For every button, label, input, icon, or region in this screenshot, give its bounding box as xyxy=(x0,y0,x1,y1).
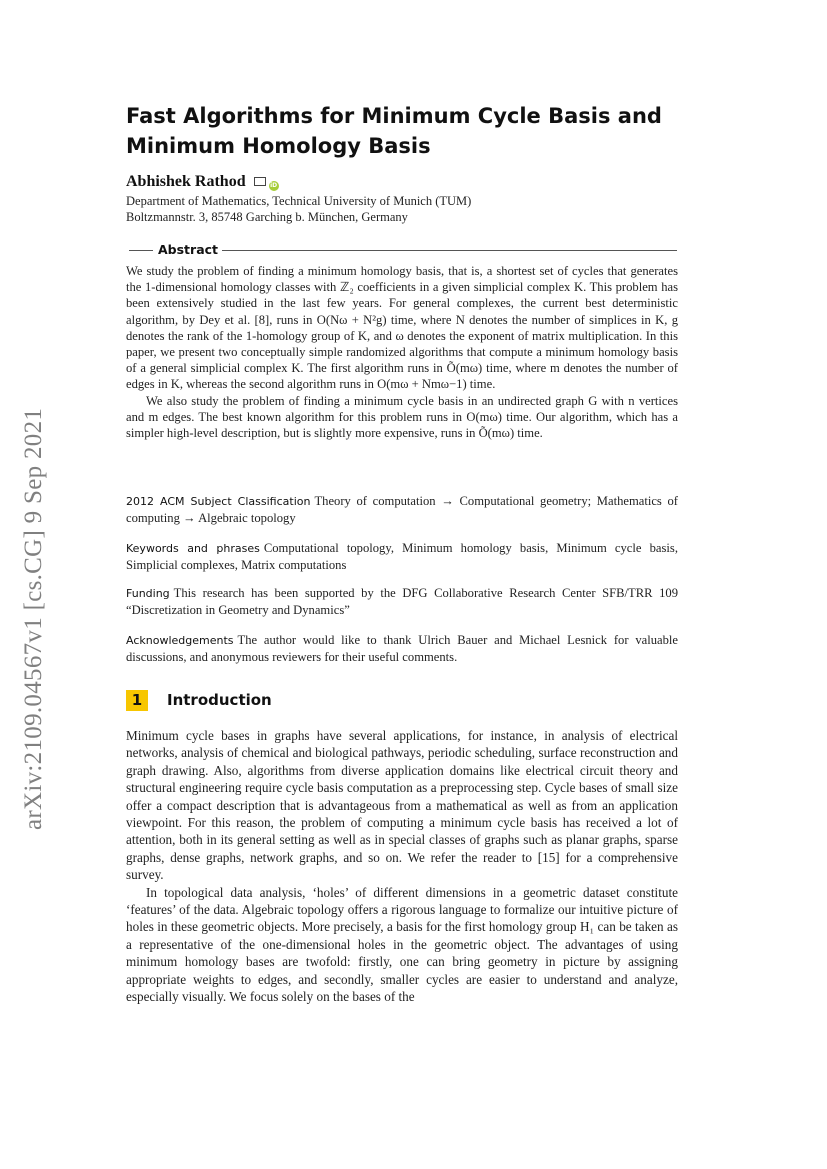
funding-text: This research has been supported by the DFG Collaborative Research Center SFB/TRR 109 “Discretization in Geometry and Dynamics” xyxy=(126,586,678,618)
funding-label: Funding xyxy=(126,587,170,600)
acm-label: 2012 ACM Subject Classification xyxy=(126,495,311,508)
intro-paragraph-1: Minimum cycle bases in graphs have several applications, for instance, in analysis of electrical networks, analysis of chemical and biological pathways, periodic scheduling, surface reconstruction and graph drawing. Also, algorithms from diverse application domains like electrical circuit theory and structural engineering require cycle basis computation as a preprocessing step. Cycle bases of small size offer a compact description that is advantageous from a mathematical as well as from an application viewpoint. For this reason, the problem of computing a minimum cycle basis has received a lot of attention, both in its general setting as well as in special classes of graphs such as planar graphs, sparse graphs, dense graphs, network graphs, and so on. We refer the reader to [15] for a comprehensive survey. xyxy=(126,728,678,883)
abstract-body xyxy=(126,263,678,441)
acm-text: Theory of computation → Computational geometry; Mathematics of computing → Algebraic topology xyxy=(126,494,678,526)
keywords xyxy=(126,540,678,573)
ack-text: The author would like to thank Ulrich Bauer and Michael Lesnick for valuable discussions, and anonymous reviewers for their useful comments. xyxy=(126,633,678,665)
section-number-badge: 1 xyxy=(126,690,148,711)
author-name: Abhishek Rathod xyxy=(126,173,246,190)
keywords-text: Computational topology, Minimum homology basis, Minimum cycle basis, Simplicial complexes, Matrix computations xyxy=(126,541,678,573)
ack-label: Acknowledgements xyxy=(126,634,234,647)
abstract-rule-left xyxy=(129,250,153,251)
email-icon[interactable] xyxy=(254,177,266,186)
abstract-heading xyxy=(126,242,677,258)
affiliation-line-1: Department of Mathematics, Technical University of Munich (TUM) xyxy=(126,194,472,208)
affiliation-line-2: Boltzmannstr. 3, 85748 Garching b. München, Germany xyxy=(126,210,408,224)
introduction-body xyxy=(126,727,678,1006)
section-title: Introduction xyxy=(167,691,272,709)
abstract-rule-right xyxy=(222,250,677,251)
author-line xyxy=(126,173,279,192)
arxiv-identifier[interactable]: arXiv:2109.04567v1 [cs.CG] 9 Sep 2021 xyxy=(20,407,47,830)
keywords-label: Keywords and phrases xyxy=(126,542,260,555)
abstract-paragraph-1: We study the problem of finding a minimum homology basis, that is, a shortest set of cycles that generates the 1-dimensional homology classes with ℤ₂ coefficients in a given simplicial complex K. This problem has been extensively studied in the last few years. For general complexes, the current best deterministic algorithm, by Dey et al. [8], runs in O(Nω + N²g) time, where N denotes the number of simplices in K, g denotes the rank of the 1-homology group of K, and ω denotes the exponent of matrix multiplication. In this paper, we present two conceptually simple randomized algorithms that compute a minimum homology basis of a general simplicial complex K. The first algorithm runs in Õ(mω) time, where m denotes the number of edges in K, whereas the second algorithm runs in O(mω + Nmω−1) time. xyxy=(126,264,678,392)
acm-classification xyxy=(126,493,678,526)
affiliation xyxy=(126,193,471,225)
paper-title: Fast Algorithms for Minimum Cycle Basis and Minimum Homology Basis xyxy=(126,104,662,158)
intro-paragraph-2: In topological data analysis, ‘holes’ of different dimensions in a geometric dataset constitute ‘features’ of the data. Algebraic topology offers a rigorous language to formalize our intuitive picture of holes in these geometric objects. More precisely, a basis for the first homology group H₁ can be taken as a representative of the one-dimensional holes in the geometric object. The advantages of using minimum homology bases are twofold: firstly, one can bring geometry in picture by assigning appropriate weights to edges, and secondly, smaller cycles are easier to understand and analyze, especially visually. We focus solely on the bases of the xyxy=(126,884,678,1005)
abstract-paragraph-2: We also study the problem of finding a minimum cycle basis in an undirected graph G with n vertices and m edges. The best known algorithm for this problem runs in O(mω) time. Our algorithm, which has a simpler high-level description, but is slightly more expensive, runs in Õ(mω) time. xyxy=(126,393,678,441)
acknowledgements xyxy=(126,632,678,665)
abstract-label: Abstract xyxy=(158,242,219,257)
orcid-icon[interactable]: iD xyxy=(270,182,278,189)
funding xyxy=(126,585,678,618)
